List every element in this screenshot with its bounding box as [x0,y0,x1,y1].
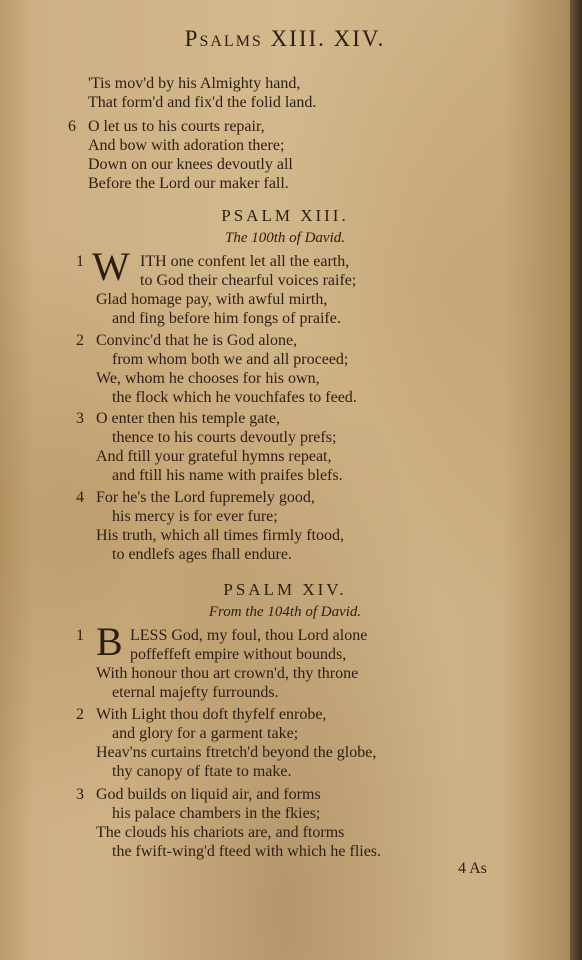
verse-line: The clouds his chariots are, and ftorms [96,824,345,841]
verse-line: And bow with adoration there; [88,137,285,154]
verse-line: With Light thou doft thyfelf enrobe, [96,706,327,723]
stanza-number: 3 [76,410,84,427]
verse-line: O enter then his temple gate, [96,410,280,427]
stanza-number: 6 [68,118,76,135]
stanza-number: 1 [76,253,84,270]
psalm-13-subtitle: The 100th of David. [225,230,345,246]
verse-line: poffeffeft empire without bounds, [130,646,347,663]
stanza-number: 1 [76,627,84,644]
verse-line: Glad homage pay, with awful mirth, [96,291,328,308]
verse-line: 'Tis mov'd by his Almighty hand, [88,75,301,92]
dropcap: B [96,619,123,664]
verse-line: We, whom he chooses for his own, [96,370,320,387]
psalm-13-title: PSALM XIII. [221,206,349,225]
verse-line: to God their chearful voices raife; [140,272,357,289]
verse-line: the flock which he vouchfafes to feed. [112,389,357,406]
verse-line: That form'd and fix'd the folid land. [88,94,317,111]
verse-line: With honour thou art crown'd, thy throne [96,665,359,682]
verse-line: Before the Lord our maker fall. [88,175,289,192]
verse-line: to endlefs ages fhall endure. [112,546,292,563]
catchword: 4 As [458,860,487,877]
verse-line: O let us to his courts repair, [88,118,265,135]
stanza-number: 2 [76,706,84,723]
verse-line: and ftill his name with praifes blefs. [112,467,343,484]
page-edge-shadow [570,0,582,960]
verse-line: from whom both we and all proceed; [112,351,349,368]
verse-line: God builds on liquid air, and forms [96,786,321,803]
verse-line: eternal majefty furrounds. [112,684,279,701]
verse-line: his mercy is for ever fure; [112,508,278,525]
verse-line: Convinc'd that he is God alone, [96,332,298,349]
verse-line: thence to his courts devoutly prefs; [112,429,337,446]
verse-line: thy canopy of ftate to make. [112,763,292,780]
verse-line: and fing before him fongs of praife. [112,310,341,327]
dropcap: W [92,244,130,289]
verse-line: His truth, which all times firmly ftood, [96,527,344,544]
psalm-14-subtitle: From the 104th of David. [208,604,362,620]
verse-line: Heav'ns curtains ftretch'd beyond the globe, [96,744,377,761]
verse-line: his palace chambers in the fkies; [112,805,321,822]
stanza-number: 3 [76,786,84,803]
verse-line: Down on our knees devoutly all [88,156,293,173]
verse-line: the fwift-wing'd fteed with which he flies. [112,843,382,860]
verse-line: And ftill your grateful hymns repeat, [96,448,332,465]
verse-line: and glory for a garment take; [112,725,299,742]
verse-line: ITH one confent let all the earth, [140,253,350,270]
psalm-14-title: PSALM XIV. [223,580,347,599]
stanza-number: 2 [76,332,84,349]
running-head: Psalms XIII. XIV. [184,26,386,51]
verse-line: For he's the Lord fupremely good, [96,489,315,506]
stanza-number: 4 [76,489,84,506]
verse-line: LESS God, my foul, thou Lord alone [130,627,368,644]
